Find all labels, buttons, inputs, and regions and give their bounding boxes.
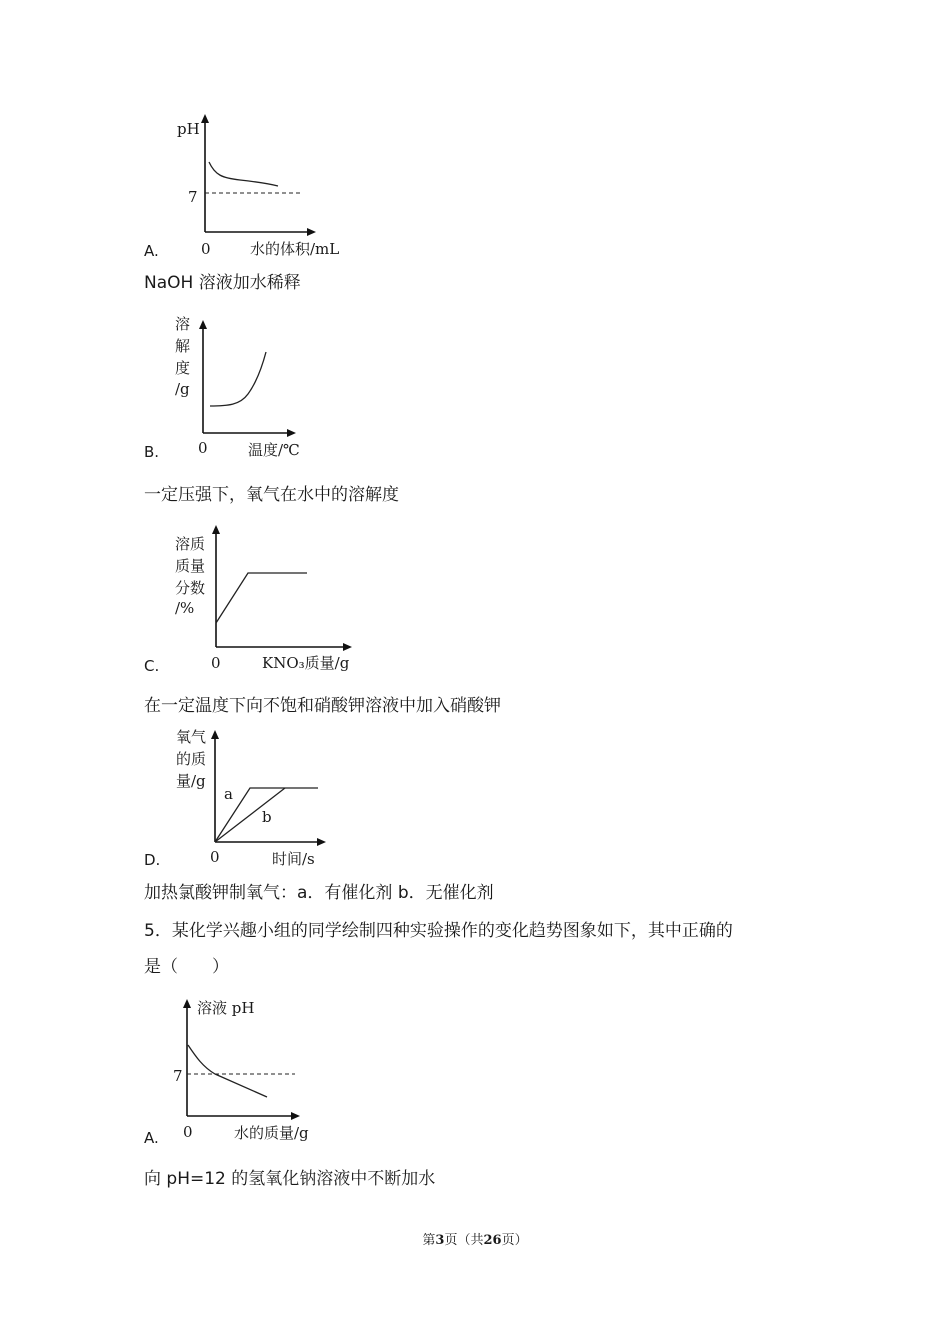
curve-label-a: a bbox=[224, 785, 233, 803]
y-axis-label-4: /g bbox=[175, 380, 190, 398]
curve-label-b: b bbox=[262, 808, 272, 826]
y-axis-arrow bbox=[212, 525, 220, 534]
graph-oxygen-solubility bbox=[170, 312, 340, 462]
y-axis-arrow bbox=[211, 730, 219, 739]
option-a-label: A. bbox=[144, 242, 159, 260]
x-axis-arrow bbox=[343, 643, 352, 651]
graph-naoh-ph-water-mass bbox=[170, 995, 370, 1145]
y-axis-arrow bbox=[183, 999, 191, 1008]
page-footer: 第3页（共26页） bbox=[422, 1233, 528, 1248]
option-c-label: C. bbox=[144, 657, 160, 675]
origin-label: 0 bbox=[211, 654, 221, 672]
caption-c: 在一定温度下向不饱和硝酸钾溶液中加入硝酸钾 bbox=[144, 696, 501, 716]
origin-label: 0 bbox=[198, 439, 208, 457]
caption-d: 加热氯酸钾制氧气：a．有催化剂 b．无催化剂 bbox=[144, 883, 494, 903]
y-axis-label-1: 氧气 bbox=[176, 728, 207, 746]
x-axis-arrow bbox=[307, 228, 316, 236]
option-d-label: D. bbox=[144, 851, 161, 869]
y-axis-label-3: 度 bbox=[175, 359, 191, 377]
x-axis-arrow bbox=[317, 838, 326, 846]
y-axis-label: 溶液 pH bbox=[197, 999, 255, 1017]
y-axis-label-4: /% bbox=[175, 599, 195, 617]
option-b-label: B. bbox=[144, 443, 160, 461]
graph-naoh-dilution bbox=[170, 112, 370, 262]
solubility-curve bbox=[210, 352, 266, 406]
x-axis-arrow bbox=[291, 1112, 300, 1120]
y-axis-label: pH bbox=[177, 120, 200, 138]
graph-kno3-mass-fraction bbox=[170, 521, 370, 673]
y-axis-arrow bbox=[201, 114, 209, 123]
origin-label: 0 bbox=[201, 240, 211, 258]
graph-oxygen-mass-time bbox=[170, 722, 340, 872]
x-axis-label: 水的体积/mL bbox=[250, 240, 340, 258]
caption-b: 一定压强下，氧气在水中的溶解度 bbox=[144, 485, 399, 505]
y-axis-label-2: 解 bbox=[175, 337, 191, 355]
y-axis-label-2: 的质 bbox=[176, 750, 207, 768]
y-axis-label-2: 质量 bbox=[175, 557, 206, 575]
origin-label: 0 bbox=[183, 1123, 193, 1141]
y-axis-label-3: 量/g bbox=[176, 772, 206, 790]
caption-a: NaOH 溶液加水稀释 bbox=[144, 273, 301, 293]
tick-7: 7 bbox=[173, 1067, 183, 1085]
origin-label: 0 bbox=[210, 848, 220, 866]
ph-curve bbox=[188, 1045, 267, 1097]
question-5-line-2: 是（ ） bbox=[144, 957, 229, 977]
caption-e: 向 pH=12 的氢氧化钠溶液中不断加水 bbox=[144, 1169, 436, 1189]
page-total: 26 bbox=[483, 1233, 502, 1248]
x-axis-label: 时间/s bbox=[272, 850, 315, 868]
question-5-line-1: 5．某化学兴趣小组的同学绘制四种实验操作的变化趋势图象如下，其中正确的 bbox=[144, 921, 733, 941]
tick-7: 7 bbox=[188, 188, 198, 206]
y-axis-label-1: 溶 bbox=[175, 315, 191, 333]
page-number: 3 bbox=[435, 1233, 445, 1248]
x-axis-arrow bbox=[287, 429, 296, 437]
y-axis-label-1: 溶质 bbox=[175, 535, 206, 553]
x-axis-label: KNO₃质量/g bbox=[262, 654, 350, 672]
x-axis-label: 水的质量/g bbox=[234, 1124, 309, 1142]
ph-curve bbox=[209, 162, 278, 186]
y-axis-label-3: 分数 bbox=[175, 579, 206, 597]
y-axis-arrow bbox=[199, 320, 207, 329]
x-axis-label: 温度/℃ bbox=[248, 441, 300, 459]
mass-fraction-line bbox=[216, 573, 307, 623]
option-a2-label: A. bbox=[144, 1129, 159, 1147]
